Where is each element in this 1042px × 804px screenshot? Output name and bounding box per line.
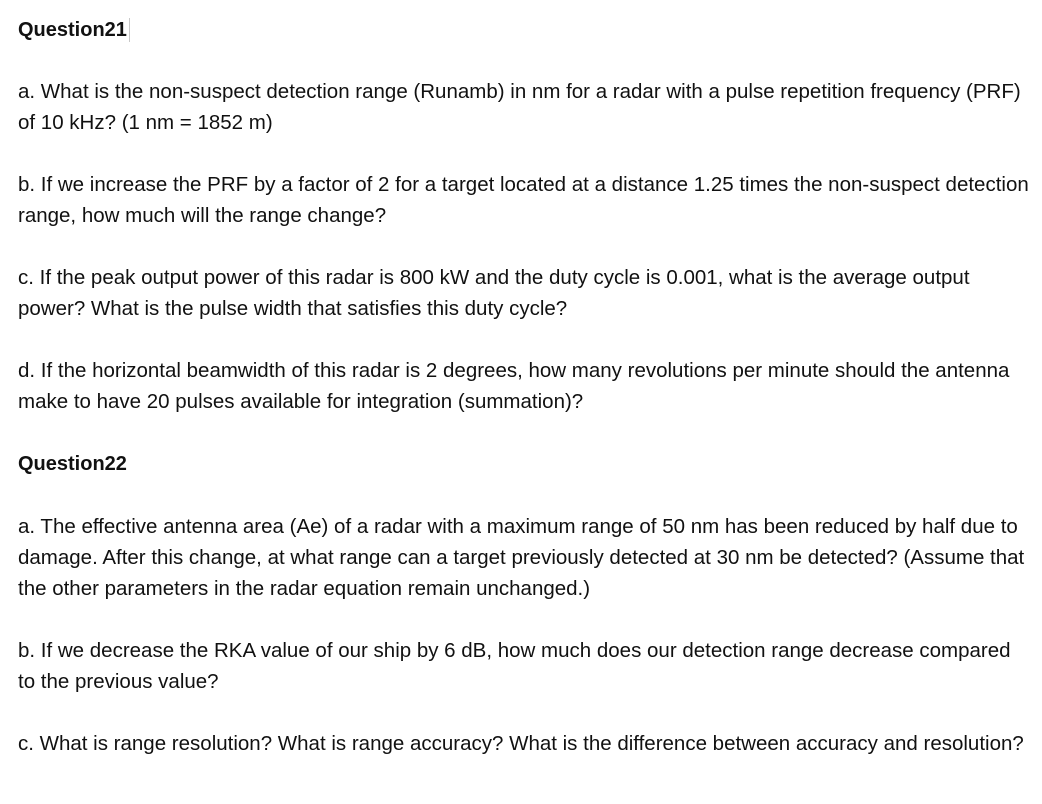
question-21-items xyxy=(18,76,1030,448)
document-page xyxy=(18,14,1030,759)
question-21-item-a: a. What is the non-suspect detection range (Runamb) in nm for a radar with a pulse repetition frequency (PRF) of 10 kHz? (1 nm = 1852 m) xyxy=(18,80,1021,134)
text-cursor xyxy=(129,18,130,42)
spacer xyxy=(18,697,1030,728)
question-22-title: Question22 xyxy=(18,453,127,475)
spacer xyxy=(18,231,1030,262)
question-22-item-c: c. What is range resolution? What is range accuracy? What is the difference between accuracy and resolution? xyxy=(18,732,1024,755)
question-21-item-c: c. If the peak output power of this radar is 800 kW and the duty cycle is 0.001, what is the average output power? What is the pulse width that satisfies this duty cycle? xyxy=(18,266,970,320)
spacer xyxy=(18,604,1030,635)
spacer xyxy=(18,324,1030,355)
question-22-item-b: b. If we decrease the RKA value of our ship by 6 dB, how much does our detection range decrease compared to the previous value? xyxy=(18,639,1011,693)
question-21-item-b: b. If we increase the PRF by a factor of 2 for a target located at a distance 1.25 times the non-suspect detection range, how much will the range change? xyxy=(18,173,1029,227)
question-21-heading-wrap xyxy=(18,14,130,46)
spacer xyxy=(18,417,1030,448)
spacer xyxy=(18,480,1030,511)
question-22-items xyxy=(18,511,1030,759)
question-21-item-d: d. If the horizontal beamwidth of this radar is 2 degrees, how many revolutions per minute should the antenna make to have 20 pulses available for integration (summation)? xyxy=(18,359,1010,413)
question-21-title: Question21 xyxy=(18,19,127,41)
spacer xyxy=(18,138,1030,169)
question-22-item-a: a. The effective antenna area (Ae) of a radar with a maximum range of 50 nm has been reduced by half due to damage. After this change, at what range can a target previously detected at 30 nm be detected? (Assume that the other parameters in the radar equation remain unchanged.) xyxy=(18,515,1025,600)
